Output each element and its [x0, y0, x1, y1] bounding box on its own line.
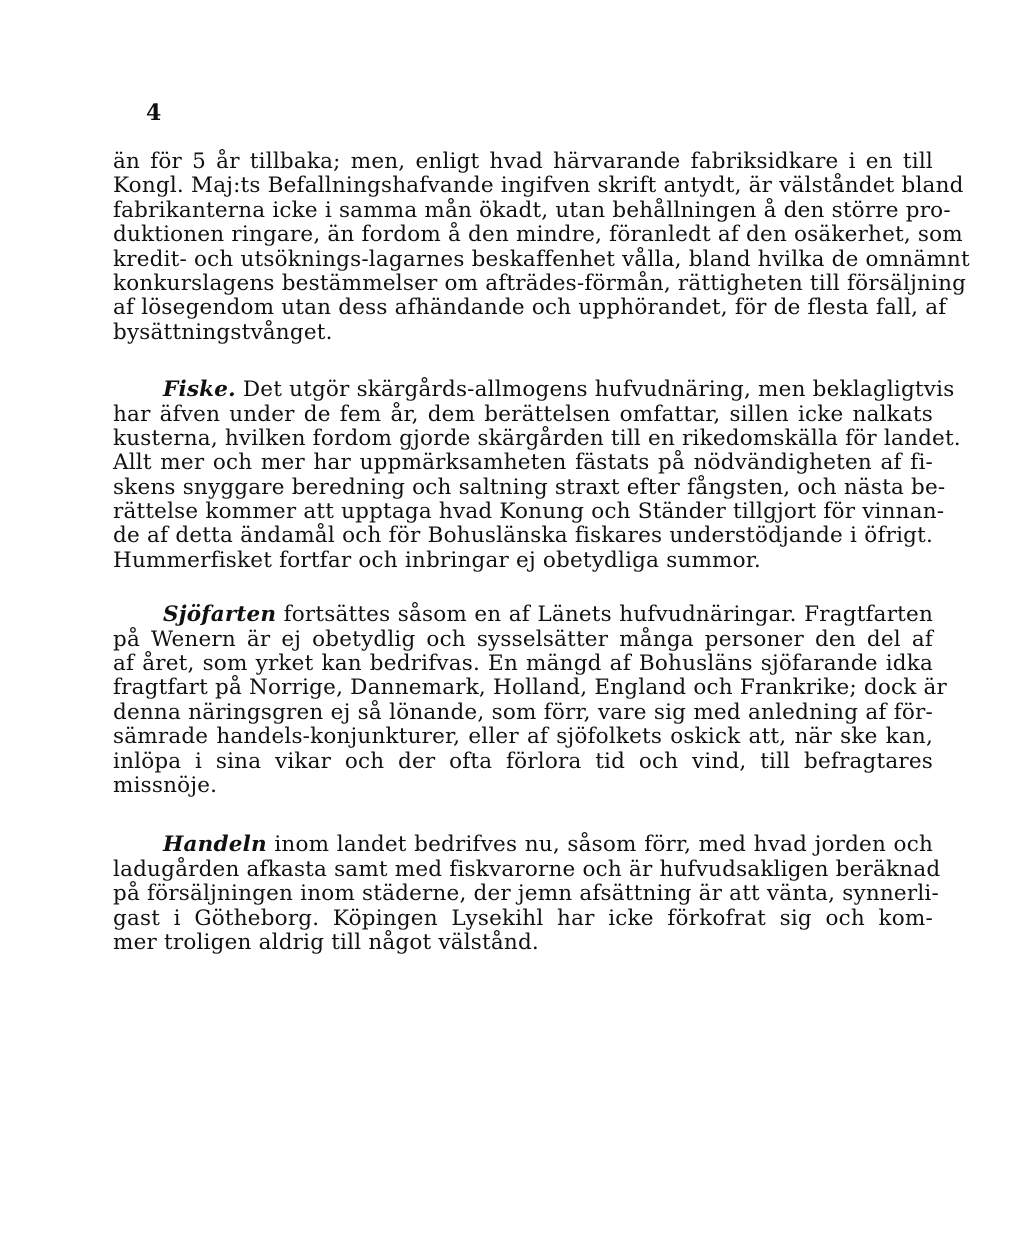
- text-line: inlöpa i sina vikar och der ofta förlora tid och vind, till befragtares: [113, 748, 933, 774]
- paragraph-sjofarten: [113, 602, 948, 798]
- text-line: rättelse kommer att upptaga hvad Konung och Ständer tillgjort för vinnan-: [113, 499, 945, 525]
- paragraph-handeln: [113, 832, 941, 955]
- body-text: [113, 149, 970, 955]
- section-heading-sjofarten: Sjöfarten: [163, 602, 277, 628]
- text-line: bysättningstvånget.: [113, 319, 333, 345]
- text-line: kredit- och utsöknings-lagarnes beskaffenhet vålla, bland hvilka de omnämnt: [113, 246, 970, 272]
- text-line-first: [113, 377, 955, 403]
- text-line-first: [113, 833, 933, 857]
- text-line: på Wenern är ej obetydlig och sysselsätter många personer den del af: [113, 626, 933, 652]
- text-line: Allt mer och mer har uppmärksamheten fästats på nödvändigheten af fi-: [113, 450, 933, 476]
- text-line: missnöje.: [113, 772, 218, 798]
- text-line: fabrikanterna icke i samma mån ökadt, utan behållningen å den större pro-: [113, 197, 951, 223]
- text-line: skens snyggare beredning och saltning straxt efter fångsten, och nästa be-: [113, 474, 946, 500]
- section-heading-fiske: Fiske.: [163, 377, 236, 403]
- section-heading-handeln: Handeln: [163, 832, 267, 858]
- text-line: har äfven under de fem år, dem berättelsen omfattar, sillen icke nalkats: [113, 401, 933, 427]
- text-line-first: [113, 603, 933, 627]
- text-line: på försäljningen inom städerne, der jemn afsättning är att vänta, synnerli-: [113, 881, 939, 907]
- text-line: Kongl. Maj:ts Befallningshafvande ingifven skrift antydt, är välståndet bland: [113, 173, 964, 199]
- paragraph-fiske: [113, 377, 961, 573]
- paragraph-manufacturing: [113, 149, 970, 345]
- text-line: af året, som yrket kan bedrifvas. En mängd af Bohusläns sjöfarande idka: [113, 651, 933, 677]
- text-line: Hummerfisket fortfar och inbringar ej obetydliga summor.: [113, 547, 761, 573]
- text-fragment: Det utgör skärgårds-allmogens hufvudnäring, men beklagligtvis: [235, 377, 955, 403]
- text-line: fragtfart på Norrige, Dannemark, Holland, England och Frankrike; dock är: [113, 675, 948, 701]
- text-line: de af detta ändamål och för Bohuslänska fiskares understödjande i öfrigt.: [113, 523, 933, 549]
- text-line: af lösegendom utan dess afhändande och upphörandet, för de flesta fall, af: [113, 295, 947, 321]
- text-line: än för 5 år tillbaka; men, enligt hvad härvarande fabriksidkare i en till: [113, 149, 933, 174]
- text-fragment: inom landet bedrifves nu, såsom förr, med hvad jorden och: [266, 832, 933, 858]
- text-line: kusterna, hvilken fordom gjorde skärgården till en rikedomskälla för landet.: [113, 425, 961, 451]
- page-number: 4: [146, 100, 162, 126]
- text-line: gast i Götheborg. Köpingen Lysekihl har icke förkofrat sig och kom-: [113, 905, 933, 931]
- text-line: sämrade handels-konjunkturer, eller af sjöfolkets oskick att, när ske kan,: [113, 724, 933, 750]
- text-line: ladugården afkasta samt med fiskvarorne och är hufvudsakligen beräknad: [113, 856, 941, 882]
- text-line: denna näringsgren ej så lönande, som förr, vare sig med anledning af för-: [113, 699, 933, 725]
- text-line: mer troligen aldrig till något välstånd.: [113, 929, 539, 955]
- text-line: duktionen ringare, än fordom å den mindre, föranledt af den osäkerhet, som: [113, 222, 963, 248]
- text-line: konkurslagens bestämmelser om afträdes-förmån, rättigheten till försäljning: [113, 270, 967, 296]
- text-fragment: fortsättes såsom en af Länets hufvudnäringar. Fragtfarten: [276, 602, 933, 628]
